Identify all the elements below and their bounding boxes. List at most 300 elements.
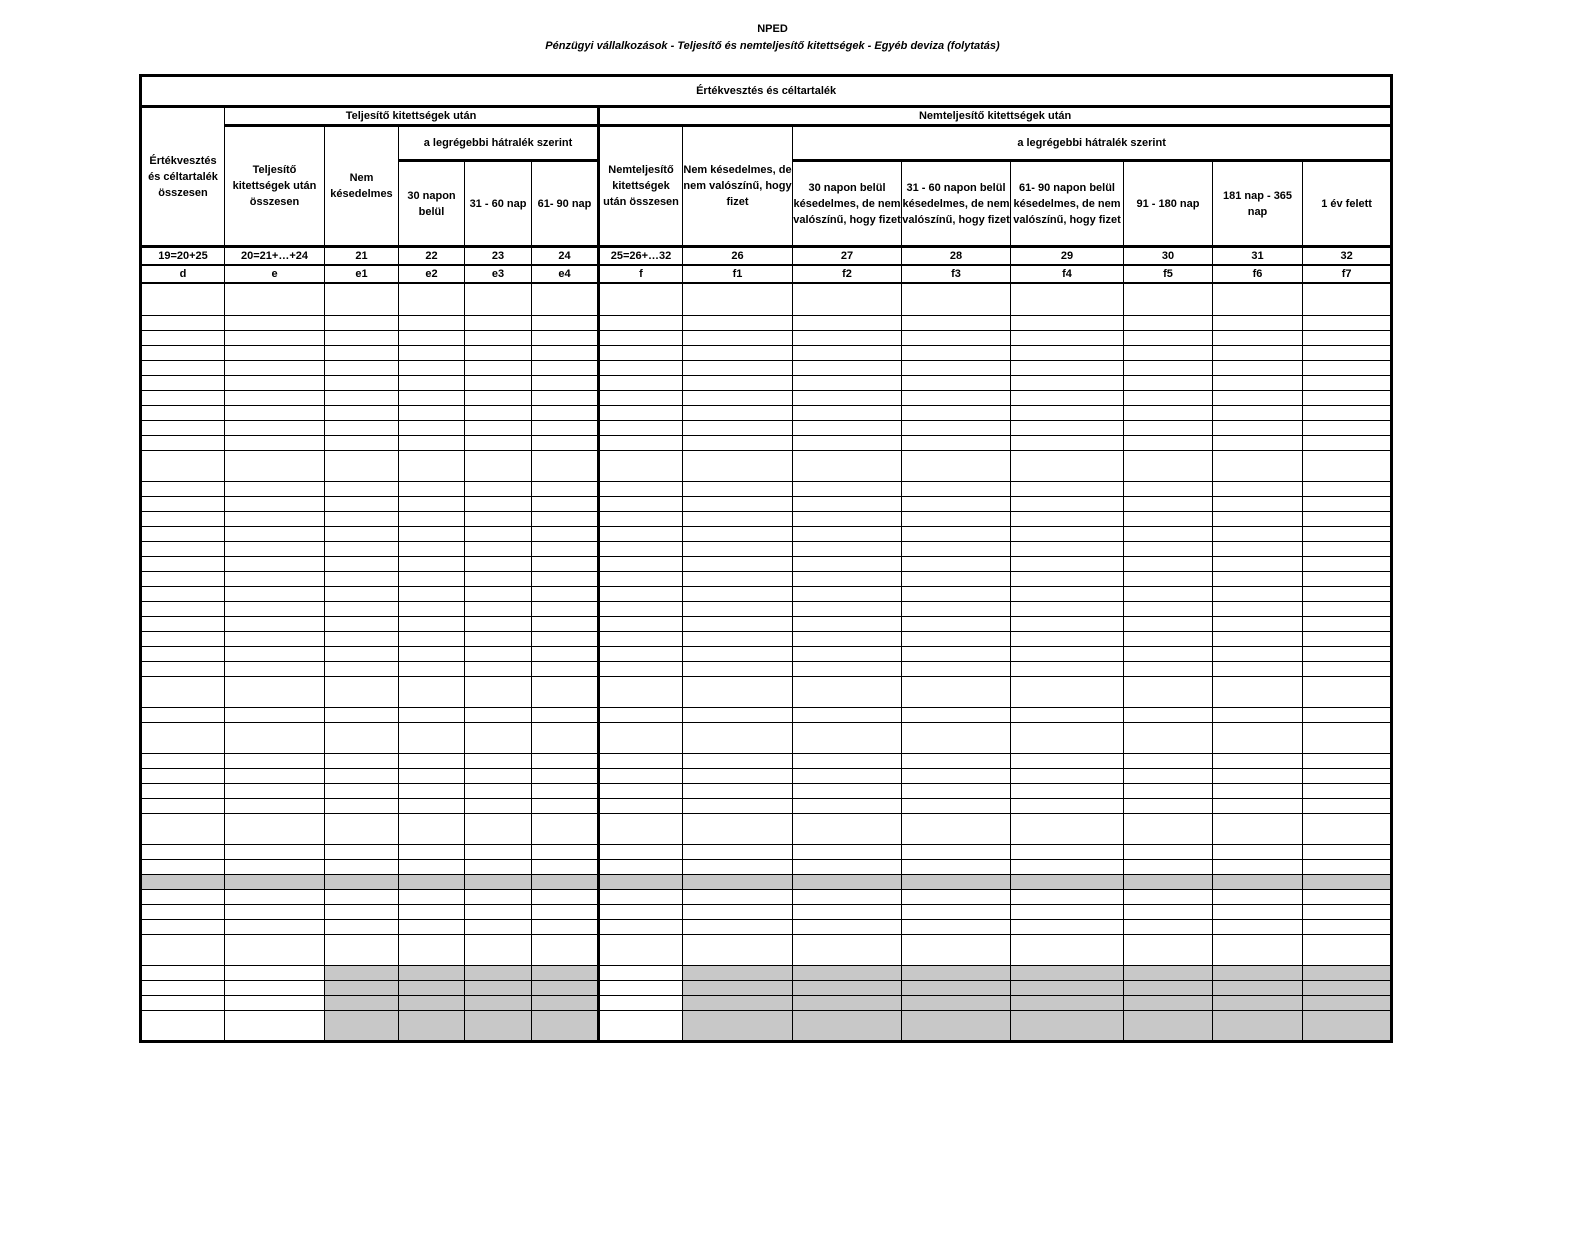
table-cell[interactable] [532, 965, 599, 980]
table-cell[interactable] [1303, 405, 1392, 420]
table-cell[interactable] [902, 556, 1011, 571]
table-cell[interactable] [465, 753, 532, 768]
table-cell[interactable] [683, 283, 793, 315]
table-cell[interactable] [325, 405, 399, 420]
table-cell[interactable] [399, 345, 465, 360]
table-cell[interactable] [902, 571, 1011, 586]
table-cell[interactable] [1011, 965, 1124, 980]
table-cell[interactable] [599, 768, 683, 783]
table-cell[interactable] [793, 707, 902, 722]
table-cell[interactable] [399, 661, 465, 676]
table-cell[interactable] [793, 435, 902, 450]
table-cell[interactable] [683, 995, 793, 1010]
table-cell[interactable] [1011, 496, 1124, 511]
table-cell[interactable] [1213, 859, 1303, 874]
table-cell[interactable] [465, 616, 532, 631]
table-cell[interactable] [225, 481, 325, 496]
table-cell[interactable] [465, 722, 532, 753]
table-cell[interactable] [1124, 435, 1213, 450]
table-cell[interactable] [1124, 904, 1213, 919]
table-cell[interactable] [1213, 375, 1303, 390]
table-cell[interactable] [1303, 1010, 1392, 1041]
table-cell[interactable] [325, 813, 399, 844]
table-cell[interactable] [399, 315, 465, 330]
table-cell[interactable] [793, 904, 902, 919]
table-cell[interactable] [141, 405, 225, 420]
table-cell[interactable] [902, 995, 1011, 1010]
table-cell[interactable] [902, 526, 1011, 541]
table-cell[interactable] [1303, 420, 1392, 435]
table-cell[interactable] [1303, 330, 1392, 345]
table-cell[interactable] [599, 965, 683, 980]
table-cell[interactable] [1011, 1010, 1124, 1041]
table-cell[interactable] [532, 541, 599, 556]
table-cell[interactable] [1213, 481, 1303, 496]
table-cell[interactable] [141, 571, 225, 586]
table-cell[interactable] [599, 481, 683, 496]
table-cell[interactable] [902, 661, 1011, 676]
table-cell[interactable] [399, 390, 465, 405]
table-cell[interactable] [1011, 390, 1124, 405]
table-cell[interactable] [141, 345, 225, 360]
table-cell[interactable] [599, 1010, 683, 1041]
table-cell[interactable] [1124, 646, 1213, 661]
table-cell[interactable] [902, 798, 1011, 813]
table-cell[interactable] [1011, 722, 1124, 753]
table-cell[interactable] [325, 526, 399, 541]
table-cell[interactable] [1011, 511, 1124, 526]
table-cell[interactable] [1303, 919, 1392, 934]
table-cell[interactable] [399, 919, 465, 934]
table-cell[interactable] [902, 768, 1011, 783]
table-cell[interactable] [1303, 496, 1392, 511]
table-cell[interactable] [465, 646, 532, 661]
table-cell[interactable] [1213, 889, 1303, 904]
table-cell[interactable] [325, 676, 399, 707]
table-cell[interactable] [793, 283, 902, 315]
table-cell[interactable] [683, 904, 793, 919]
table-cell[interactable] [902, 919, 1011, 934]
table-cell[interactable] [1303, 768, 1392, 783]
table-cell[interactable] [902, 511, 1011, 526]
table-cell[interactable] [1124, 980, 1213, 995]
table-cell[interactable] [902, 859, 1011, 874]
table-cell[interactable] [532, 526, 599, 541]
table-cell[interactable] [325, 541, 399, 556]
table-cell[interactable] [1124, 283, 1213, 315]
table-cell[interactable] [399, 995, 465, 1010]
table-cell[interactable] [141, 783, 225, 798]
table-cell[interactable] [141, 556, 225, 571]
table-cell[interactable] [1213, 541, 1303, 556]
table-cell[interactable] [399, 360, 465, 375]
table-cell[interactable] [793, 556, 902, 571]
table-cell[interactable] [683, 375, 793, 390]
table-cell[interactable] [1011, 315, 1124, 330]
table-cell[interactable] [1213, 874, 1303, 889]
table-cell[interactable] [325, 783, 399, 798]
table-cell[interactable] [1303, 980, 1392, 995]
table-cell[interactable] [225, 722, 325, 753]
table-cell[interactable] [532, 707, 599, 722]
table-cell[interactable] [225, 753, 325, 768]
table-cell[interactable] [141, 889, 225, 904]
table-cell[interactable] [399, 859, 465, 874]
table-cell[interactable] [599, 844, 683, 859]
table-cell[interactable] [225, 420, 325, 435]
table-cell[interactable] [225, 435, 325, 450]
table-cell[interactable] [225, 919, 325, 934]
table-cell[interactable] [141, 813, 225, 844]
table-cell[interactable] [902, 874, 1011, 889]
table-cell[interactable] [399, 496, 465, 511]
table-cell[interactable] [1124, 601, 1213, 616]
table-cell[interactable] [465, 601, 532, 616]
table-cell[interactable] [1213, 783, 1303, 798]
table-cell[interactable] [141, 919, 225, 934]
table-cell[interactable] [465, 541, 532, 556]
table-cell[interactable] [532, 889, 599, 904]
table-cell[interactable] [793, 1010, 902, 1041]
table-cell[interactable] [1213, 904, 1303, 919]
table-cell[interactable] [465, 859, 532, 874]
table-cell[interactable] [902, 980, 1011, 995]
table-cell[interactable] [1303, 375, 1392, 390]
table-cell[interactable] [793, 798, 902, 813]
table-cell[interactable] [399, 586, 465, 601]
table-cell[interactable] [141, 1010, 225, 1041]
table-cell[interactable] [1011, 676, 1124, 707]
table-cell[interactable] [1303, 722, 1392, 753]
table-cell[interactable] [325, 995, 399, 1010]
table-cell[interactable] [599, 601, 683, 616]
table-cell[interactable] [141, 496, 225, 511]
table-cell[interactable] [1124, 541, 1213, 556]
table-cell[interactable] [399, 526, 465, 541]
table-cell[interactable] [1124, 420, 1213, 435]
table-cell[interactable] [1011, 919, 1124, 934]
table-cell[interactable] [532, 556, 599, 571]
table-cell[interactable] [325, 330, 399, 345]
table-cell[interactable] [683, 1010, 793, 1041]
table-cell[interactable] [1303, 783, 1392, 798]
table-cell[interactable] [532, 859, 599, 874]
table-cell[interactable] [225, 798, 325, 813]
table-cell[interactable] [465, 676, 532, 707]
table-cell[interactable] [141, 283, 225, 315]
table-cell[interactable] [683, 919, 793, 934]
table-cell[interactable] [532, 768, 599, 783]
table-cell[interactable] [225, 768, 325, 783]
table-cell[interactable] [793, 768, 902, 783]
table-cell[interactable] [465, 330, 532, 345]
table-cell[interactable] [399, 601, 465, 616]
table-cell[interactable] [1011, 798, 1124, 813]
table-cell[interactable] [399, 798, 465, 813]
table-cell[interactable] [1213, 435, 1303, 450]
table-cell[interactable] [1124, 753, 1213, 768]
table-cell[interactable] [399, 556, 465, 571]
table-cell[interactable] [1124, 586, 1213, 601]
table-cell[interactable] [1303, 813, 1392, 844]
table-cell[interactable] [399, 707, 465, 722]
table-cell[interactable] [465, 661, 532, 676]
table-cell[interactable] [465, 345, 532, 360]
table-cell[interactable] [465, 919, 532, 934]
table-cell[interactable] [902, 405, 1011, 420]
table-cell[interactable] [599, 980, 683, 995]
table-cell[interactable] [599, 435, 683, 450]
table-cell[interactable] [465, 844, 532, 859]
table-cell[interactable] [902, 420, 1011, 435]
table-cell[interactable] [1303, 345, 1392, 360]
table-cell[interactable] [1011, 753, 1124, 768]
table-cell[interactable] [793, 646, 902, 661]
table-cell[interactable] [793, 526, 902, 541]
table-cell[interactable] [225, 511, 325, 526]
table-cell[interactable] [532, 405, 599, 420]
table-cell[interactable] [1213, 586, 1303, 601]
table-cell[interactable] [225, 405, 325, 420]
table-cell[interactable] [399, 481, 465, 496]
table-cell[interactable] [1011, 283, 1124, 315]
table-cell[interactable] [683, 676, 793, 707]
table-cell[interactable] [599, 889, 683, 904]
table-cell[interactable] [793, 405, 902, 420]
table-cell[interactable] [902, 450, 1011, 481]
table-cell[interactable] [599, 798, 683, 813]
table-cell[interactable] [1213, 980, 1303, 995]
table-cell[interactable] [1011, 420, 1124, 435]
table-cell[interactable] [141, 526, 225, 541]
table-cell[interactable] [325, 601, 399, 616]
table-cell[interactable] [399, 571, 465, 586]
table-cell[interactable] [1011, 571, 1124, 586]
table-cell[interactable] [1303, 707, 1392, 722]
table-cell[interactable] [599, 995, 683, 1010]
table-cell[interactable] [141, 586, 225, 601]
table-cell[interactable] [225, 616, 325, 631]
table-cell[interactable] [465, 813, 532, 844]
table-cell[interactable] [683, 450, 793, 481]
table-cell[interactable] [225, 601, 325, 616]
table-cell[interactable] [793, 934, 902, 965]
table-cell[interactable] [1303, 859, 1392, 874]
table-cell[interactable] [1124, 450, 1213, 481]
table-cell[interactable] [683, 601, 793, 616]
table-cell[interactable] [1011, 601, 1124, 616]
table-cell[interactable] [225, 571, 325, 586]
table-cell[interactable] [465, 1010, 532, 1041]
table-cell[interactable] [902, 722, 1011, 753]
table-cell[interactable] [1213, 330, 1303, 345]
table-cell[interactable] [325, 722, 399, 753]
table-cell[interactable] [465, 965, 532, 980]
table-cell[interactable] [902, 390, 1011, 405]
table-cell[interactable] [902, 315, 1011, 330]
table-cell[interactable] [902, 844, 1011, 859]
table-cell[interactable] [902, 631, 1011, 646]
table-cell[interactable] [683, 783, 793, 798]
table-cell[interactable] [325, 420, 399, 435]
table-cell[interactable] [225, 345, 325, 360]
table-cell[interactable] [599, 571, 683, 586]
table-cell[interactable] [141, 375, 225, 390]
table-cell[interactable] [902, 934, 1011, 965]
table-cell[interactable] [1213, 844, 1303, 859]
table-cell[interactable] [902, 586, 1011, 601]
table-cell[interactable] [1011, 844, 1124, 859]
table-cell[interactable] [683, 360, 793, 375]
table-cell[interactable] [793, 783, 902, 798]
table-cell[interactable] [532, 360, 599, 375]
table-cell[interactable] [325, 511, 399, 526]
table-cell[interactable] [325, 646, 399, 661]
table-cell[interactable] [902, 753, 1011, 768]
table-cell[interactable] [599, 919, 683, 934]
table-cell[interactable] [1213, 450, 1303, 481]
table-cell[interactable] [532, 586, 599, 601]
table-cell[interactable] [1124, 616, 1213, 631]
table-cell[interactable] [399, 904, 465, 919]
table-cell[interactable] [1213, 707, 1303, 722]
table-cell[interactable] [399, 722, 465, 753]
table-cell[interactable] [793, 586, 902, 601]
table-cell[interactable] [1011, 541, 1124, 556]
table-cell[interactable] [793, 315, 902, 330]
table-cell[interactable] [683, 646, 793, 661]
table-cell[interactable] [902, 283, 1011, 315]
table-cell[interactable] [1124, 707, 1213, 722]
table-cell[interactable] [1124, 965, 1213, 980]
table-cell[interactable] [532, 813, 599, 844]
table-cell[interactable] [141, 980, 225, 995]
table-cell[interactable] [399, 375, 465, 390]
table-cell[interactable] [793, 859, 902, 874]
table-cell[interactable] [902, 616, 1011, 631]
table-cell[interactable] [1011, 934, 1124, 965]
table-cell[interactable] [599, 904, 683, 919]
table-cell[interactable] [1011, 768, 1124, 783]
table-cell[interactable] [599, 315, 683, 330]
table-cell[interactable] [325, 390, 399, 405]
table-cell[interactable] [793, 889, 902, 904]
table-cell[interactable] [1124, 345, 1213, 360]
table-cell[interactable] [1011, 889, 1124, 904]
table-cell[interactable] [399, 844, 465, 859]
table-cell[interactable] [141, 661, 225, 676]
table-cell[interactable] [465, 980, 532, 995]
table-cell[interactable] [1213, 405, 1303, 420]
table-cell[interactable] [683, 315, 793, 330]
table-cell[interactable] [325, 707, 399, 722]
table-cell[interactable] [793, 874, 902, 889]
table-cell[interactable] [141, 435, 225, 450]
table-cell[interactable] [325, 571, 399, 586]
table-cell[interactable] [1011, 450, 1124, 481]
table-cell[interactable] [532, 496, 599, 511]
table-cell[interactable] [1213, 722, 1303, 753]
table-cell[interactable] [1011, 783, 1124, 798]
table-cell[interactable] [1303, 526, 1392, 541]
table-cell[interactable] [1213, 616, 1303, 631]
table-cell[interactable] [532, 676, 599, 707]
table-cell[interactable] [465, 889, 532, 904]
table-cell[interactable] [225, 526, 325, 541]
table-cell[interactable] [532, 511, 599, 526]
table-cell[interactable] [325, 450, 399, 481]
table-cell[interactable] [1303, 904, 1392, 919]
table-cell[interactable] [399, 631, 465, 646]
table-cell[interactable] [1213, 768, 1303, 783]
table-cell[interactable] [793, 571, 902, 586]
table-cell[interactable] [1213, 390, 1303, 405]
table-cell[interactable] [599, 345, 683, 360]
table-cell[interactable] [141, 631, 225, 646]
table-cell[interactable] [225, 390, 325, 405]
table-cell[interactable] [141, 511, 225, 526]
table-cell[interactable] [1213, 646, 1303, 661]
table-cell[interactable] [1124, 496, 1213, 511]
table-cell[interactable] [793, 722, 902, 753]
table-cell[interactable] [532, 753, 599, 768]
table-cell[interactable] [599, 783, 683, 798]
table-cell[interactable] [141, 601, 225, 616]
table-cell[interactable] [1124, 798, 1213, 813]
table-cell[interactable] [141, 315, 225, 330]
table-cell[interactable] [1303, 753, 1392, 768]
table-cell[interactable] [599, 934, 683, 965]
table-cell[interactable] [902, 601, 1011, 616]
table-cell[interactable] [902, 1010, 1011, 1041]
table-cell[interactable] [1011, 707, 1124, 722]
table-cell[interactable] [1213, 420, 1303, 435]
table-cell[interactable] [683, 965, 793, 980]
table-cell[interactable] [793, 753, 902, 768]
table-cell[interactable] [532, 450, 599, 481]
table-cell[interactable] [1303, 616, 1392, 631]
table-cell[interactable] [683, 798, 793, 813]
table-cell[interactable] [1303, 934, 1392, 965]
table-cell[interactable] [793, 420, 902, 435]
table-cell[interactable] [465, 556, 532, 571]
table-cell[interactable] [399, 541, 465, 556]
table-cell[interactable] [1011, 616, 1124, 631]
table-cell[interactable] [399, 889, 465, 904]
table-cell[interactable] [902, 496, 1011, 511]
table-cell[interactable] [399, 753, 465, 768]
table-cell[interactable] [141, 798, 225, 813]
table-cell[interactable] [599, 375, 683, 390]
table-cell[interactable] [141, 330, 225, 345]
table-cell[interactable] [1124, 934, 1213, 965]
table-cell[interactable] [465, 481, 532, 496]
table-cell[interactable] [902, 360, 1011, 375]
table-cell[interactable] [1213, 661, 1303, 676]
table-cell[interactable] [1011, 481, 1124, 496]
table-cell[interactable] [683, 526, 793, 541]
table-cell[interactable] [399, 783, 465, 798]
table-cell[interactable] [1303, 283, 1392, 315]
table-cell[interactable] [465, 375, 532, 390]
table-cell[interactable] [1213, 753, 1303, 768]
table-cell[interactable] [141, 541, 225, 556]
table-cell[interactable] [399, 813, 465, 844]
table-cell[interactable] [399, 965, 465, 980]
table-cell[interactable] [465, 315, 532, 330]
table-cell[interactable] [1213, 526, 1303, 541]
table-cell[interactable] [532, 980, 599, 995]
